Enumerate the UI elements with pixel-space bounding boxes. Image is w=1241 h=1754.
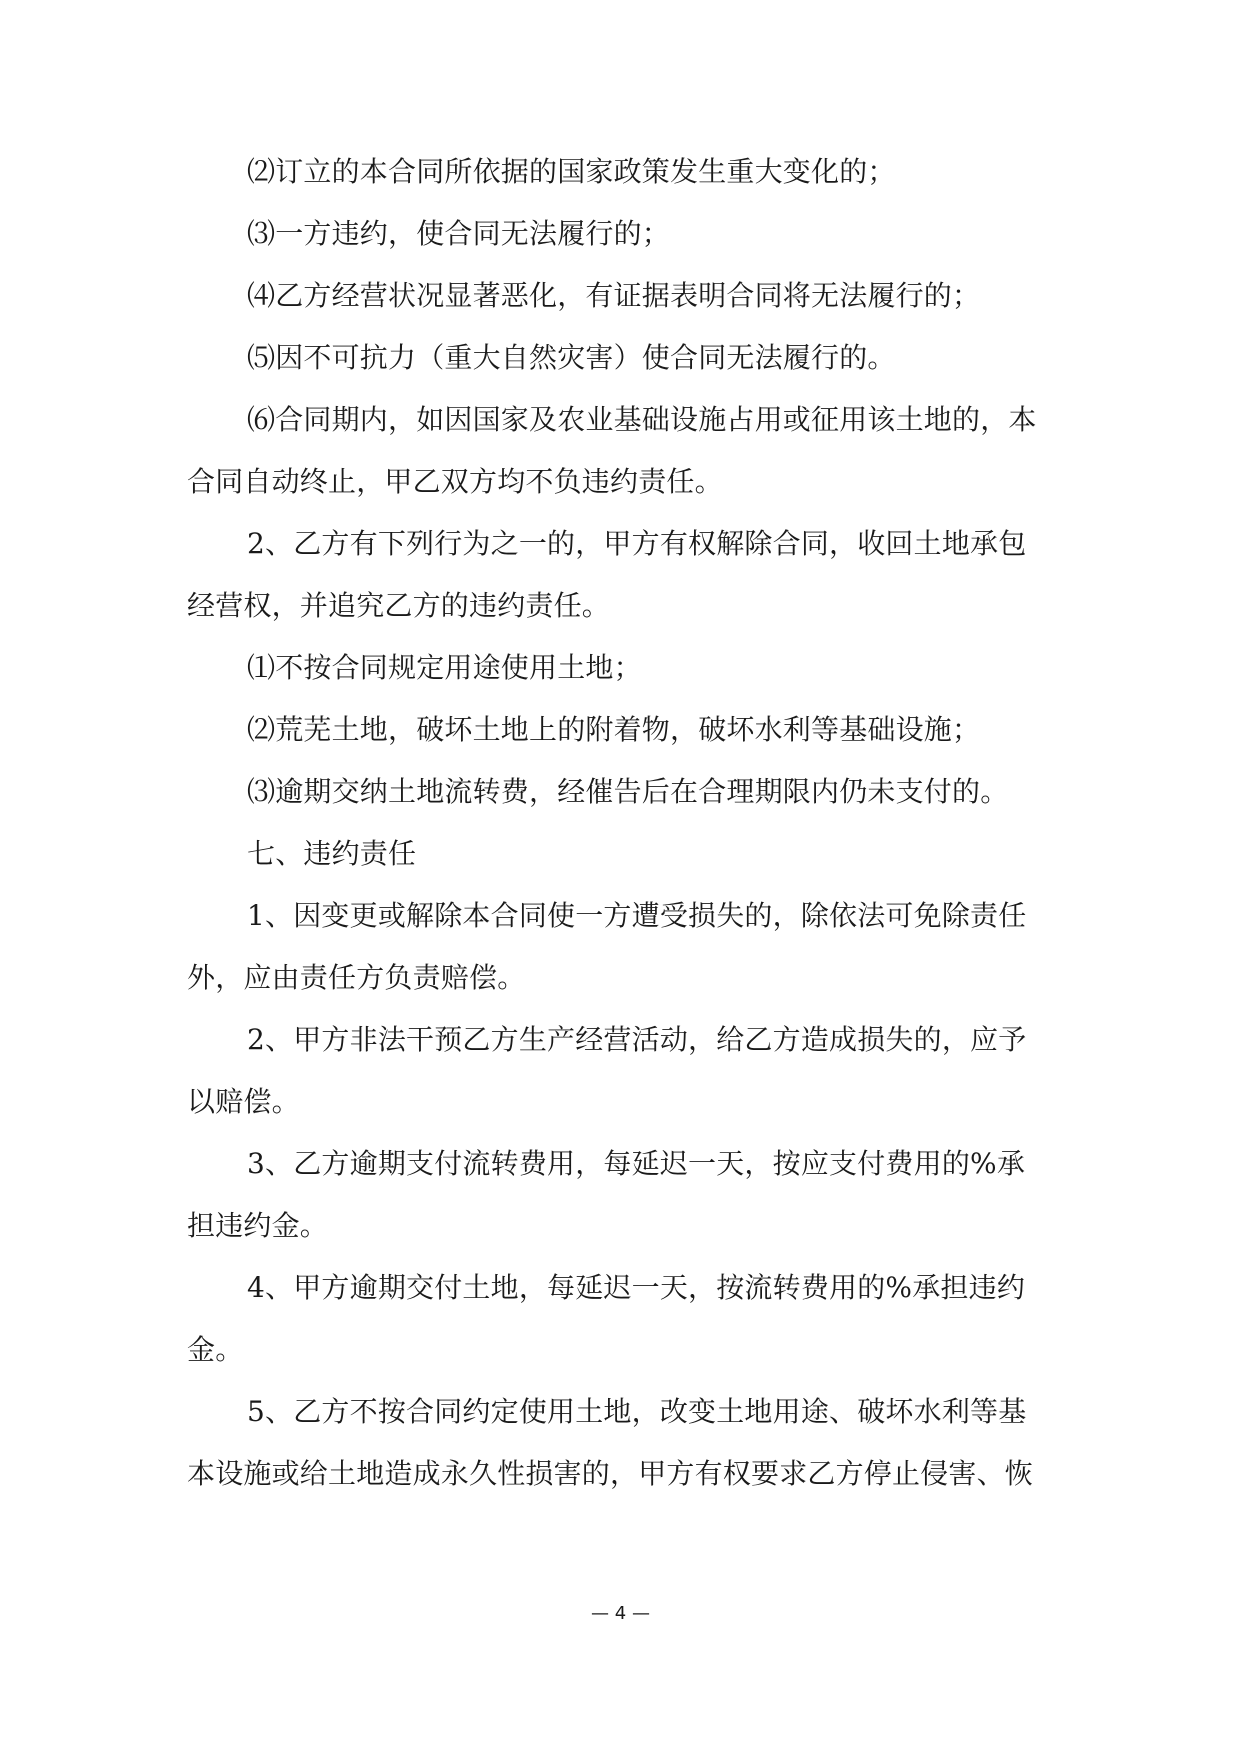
page-number: — 4 — xyxy=(591,1603,650,1624)
paragraph-line: 以赔偿。 xyxy=(187,1085,300,1118)
paragraph-line: ⑹合同期内，如因国家及农业基础设施占用或征用该土地的，本 xyxy=(247,403,1037,436)
paragraph-line: ⑵订立的本合同所依据的国家政策发生重大变化的； xyxy=(247,155,896,188)
paragraph-line: ⑴不按合同规定用途使用土地； xyxy=(247,651,642,684)
paragraph-line: 2、乙方有下列行为之一的，甲方有权解除合同，收回土地承包 xyxy=(247,527,1027,560)
paragraph-line: 金。 xyxy=(187,1333,244,1366)
paragraph-line: 合同自动终止，甲乙双方均不负违约责任。 xyxy=(187,465,723,498)
paragraph-line: 3、乙方逾期支付流转费用，每延迟一天，按应支付费用的%承 xyxy=(247,1147,1026,1180)
paragraph-line: ⑷乙方经营状况显著恶化，有证据表明合同将无法履行的； xyxy=(247,279,981,312)
paragraph-line: 外，应由责任方负责赔偿。 xyxy=(187,961,526,994)
section-heading: 七、违约责任 xyxy=(247,837,417,870)
paragraph-line: 经营权，并追究乙方的违约责任。 xyxy=(187,589,611,622)
paragraph-line: 2、甲方非法干预乙方生产经营活动，给乙方造成损失的，应予 xyxy=(247,1023,1027,1056)
paragraph-line: ⑸因不可抗力（重大自然灾害）使合同无法履行的。 xyxy=(247,341,896,374)
paragraph-line: 5、乙方不按合同约定使用土地，改变土地用途、破坏水利等基 xyxy=(247,1395,1027,1428)
paragraph-line: 1、因变更或解除本合同使一方遭受损失的，除依法可免除责任 xyxy=(247,899,1027,932)
paragraph-line: ⑶一方违约，使合同无法履行的； xyxy=(247,217,671,250)
paragraph-line: 本设施或给土地造成永久性损害的，甲方有权要求乙方停止侵害、恢 xyxy=(187,1457,1034,1490)
paragraph-line: 4、甲方逾期交付土地，每延迟一天，按流转费用的%承担违约 xyxy=(247,1271,1026,1304)
paragraph-line: ⑵荒芜土地，破坏土地上的附着物，破坏水利等基础设施； xyxy=(247,713,981,746)
paragraph-line: 担违约金。 xyxy=(187,1209,329,1242)
paragraph-line: ⑶逾期交纳土地流转费，经催告后在合理期限内仍未支付的。 xyxy=(247,775,1009,808)
